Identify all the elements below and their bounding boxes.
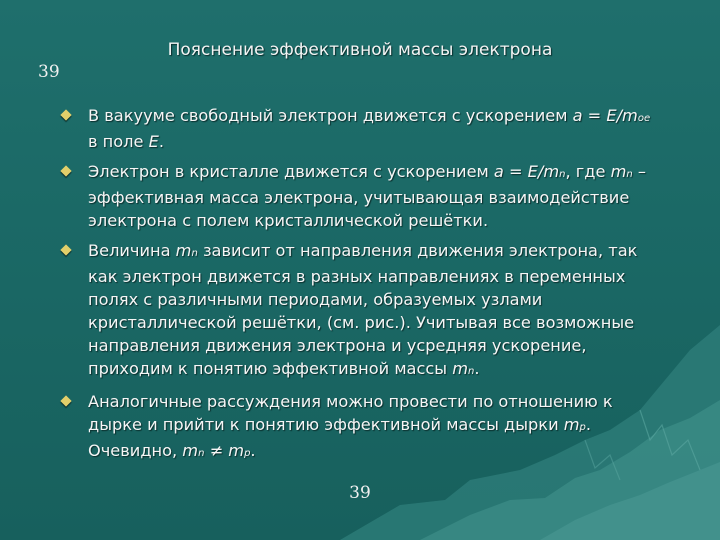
bullet-text: зависит от направления движения электрона, так как электрон движется в разных направлениях в переменных полях с различными периодами, образуемых узлами кристаллической решётки, (см. рис.). Учитывая все возможные направления движения электрона и усредняя ускорение, приходим к понятию эффективной массы — [88, 241, 638, 378]
bullet-text: . — [474, 359, 480, 378]
bullet-text: Электрон в кристалле движется с ускорением — [88, 162, 494, 181]
formula-text: m — [182, 441, 199, 460]
bullet-item-4 — [60, 390, 660, 465]
subscript: n — [559, 169, 566, 180]
formula-text: m — [228, 441, 245, 460]
diamond-bullet-icon — [60, 165, 71, 176]
subscript: n — [191, 248, 198, 259]
formula-text: m — [563, 415, 580, 434]
bullet-text: В вакууме свободный электрон движется с ускорением — [88, 106, 573, 125]
bullet-text: . Очевидно, — [88, 415, 592, 460]
bullet-text: ≠ — [204, 441, 229, 460]
bullet-item-1 — [60, 104, 660, 153]
subscript: p — [579, 422, 586, 433]
bullet-text: Величина — [88, 241, 176, 260]
bullet-text: . — [250, 441, 256, 460]
subscript: n — [198, 448, 205, 459]
formula-text: E — [148, 132, 159, 151]
diamond-bullet-icon — [60, 395, 71, 406]
bullet-text: в поле — [88, 132, 149, 151]
bullet-item-3 — [60, 239, 660, 383]
bullet-list — [60, 104, 660, 472]
bullet-item-2 — [60, 160, 660, 232]
subscript: n — [467, 366, 475, 377]
formula-text: a = E/m — [493, 162, 560, 181]
formula-text: m — [175, 241, 192, 260]
subscript: n — [626, 169, 633, 180]
slide-number-bottom: 39 — [349, 483, 371, 503]
slide-title: Пояснение эффективной массы электрона — [167, 40, 553, 60]
bullet-text: Аналогичные рассуждения можно провести по отношению к дырке и прийти к понятию эффективной массы дырки — [88, 392, 613, 434]
formula-text: m — [610, 162, 627, 181]
bullet-text: . — [158, 132, 165, 151]
subscript: p — [244, 448, 251, 459]
slide-number-top: 39 — [38, 62, 60, 82]
bullet-text: – эффективная масса электрона, учитывающая взаимодействие электрона с полем кристаллической решётки. — [88, 162, 646, 230]
diamond-bullet-icon — [60, 244, 71, 255]
formula-text: a = E/m — [572, 106, 638, 125]
diamond-bullet-icon — [60, 109, 71, 120]
bullet-text: , где — [565, 162, 611, 181]
formula-text: m — [452, 359, 468, 378]
subscript: oe — [637, 113, 651, 124]
